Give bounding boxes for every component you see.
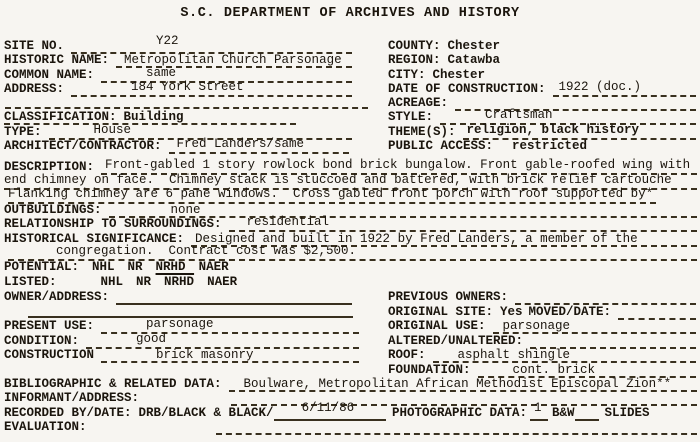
relationship-label: RELATIONSHIP TO SURROUNDINGS:: [4, 217, 222, 231]
address-value: 184 York Street: [131, 80, 244, 94]
listed-option-naer: NAER: [207, 275, 238, 289]
theme-value: religion, black history: [466, 123, 640, 137]
region-value: Catawba: [447, 53, 501, 67]
outbuildings-label: OUTBUILDINGS:: [4, 203, 102, 217]
county-row: [388, 39, 696, 54]
construction-value: brick masonry: [156, 348, 254, 362]
address-row: [4, 82, 352, 97]
construction-label: CONSTRUCTION: [4, 348, 95, 362]
recorded-date-value: 6/11/86: [301, 401, 355, 415]
condition-value: good: [136, 332, 167, 346]
date-of-construction-value: 1922 (doc.): [558, 80, 642, 94]
city-value: Chester: [432, 68, 486, 82]
present-use-value: parsonage: [146, 317, 214, 331]
date-of-construction-label: DATE OF CONSTRUCTION:: [388, 82, 546, 96]
acreage-label: ACREAGE:: [388, 96, 449, 110]
site-no-value: Y22: [156, 34, 179, 48]
potential-option-naer: NAER: [198, 260, 229, 274]
style-label: STYLE:: [388, 110, 434, 124]
historical-significance-value-2: congregation. Contract cost was $2,500.: [56, 244, 357, 258]
potential-label: POTENTIAL:: [4, 260, 80, 274]
relationship-value: residential: [246, 215, 330, 229]
historical-significance-label: HISTORICAL SIGNIFICANCE:: [4, 232, 185, 246]
roof-value: asphalt shingle: [457, 348, 571, 362]
common-name-value: same: [146, 66, 177, 80]
architect-contractor-value: Fred Landers/same: [176, 137, 305, 151]
original-use-label: ORIGINAL USE:: [388, 319, 486, 333]
potential-row: [4, 260, 229, 275]
description-value-1: Front-gabled 1 story rowlock bond brick bungalow. Front gable-roofed wing with: [105, 158, 691, 172]
listed-label: LISTED:: [4, 275, 57, 289]
construction-line: [101, 346, 359, 363]
classification-label: CLASSIFICATION:: [4, 110, 117, 124]
public-access-value: restricted: [512, 139, 588, 153]
address-label: ADDRESS:: [4, 82, 65, 96]
description-value-3: Flanking chimney are 6 pane windows. Cross gabled front porch with roof supported by*: [8, 187, 654, 201]
architect-contractor-row: [4, 139, 349, 154]
bw-label: B&W: [552, 406, 575, 420]
evaluation-label: EVALUATION:: [4, 420, 87, 434]
description-value-2: end chimney on face. Chimney stack is stuccoed and battered, with brick relief cartouche: [4, 173, 672, 187]
potential-option-nhl: NHL: [92, 260, 115, 274]
description-label: DESCRIPTION:: [4, 160, 95, 174]
county-value: Chester: [447, 39, 501, 53]
blank-line: [5, 107, 368, 109]
address-line: [71, 80, 352, 97]
architect-contractor-label: ARCHITECT/CONTRACTOR:: [4, 139, 162, 153]
potential-option-nr: NR: [127, 260, 143, 274]
bw-count-value: 1: [534, 401, 542, 415]
historical-significance-value-1: Designed and built in 1922 by Fred Landers, a member of the: [195, 232, 638, 246]
slides-label: SLIDES: [604, 406, 650, 420]
owner-address-label: OWNER/ADDRESS:: [4, 290, 110, 304]
public-access-row: [388, 139, 696, 154]
original-site-label: ORIGINAL SITE:: [388, 305, 494, 319]
construction-row: [4, 348, 359, 363]
public-access-label: PUBLIC ACCESS:: [388, 139, 494, 153]
owner-address-row: [4, 290, 352, 305]
region-label: REGION:: [388, 53, 441, 67]
owner-address-line: [116, 288, 352, 305]
bibliographic-value: Boulware, Metropolitan African Methodist Episcopal Zion**: [243, 377, 672, 391]
type-label: TYPE:: [4, 125, 42, 139]
style-value: Craftsman: [485, 108, 553, 122]
listed-option-nhl: NHL: [100, 275, 124, 289]
evaluation-row: [4, 420, 697, 435]
historic-name-value: Metropolitan Church Parsonage: [124, 53, 342, 67]
foundation-value: cont. brick: [512, 363, 596, 377]
roof-label: ROOF:: [388, 348, 426, 362]
listed-option-nrhd: NRHD: [164, 275, 195, 289]
moved-date-label: MOVED/DATE:: [528, 305, 612, 319]
potential-option-nrhd: NRHD: [155, 260, 186, 274]
city-label: CITY:: [388, 68, 426, 82]
theme-row: [388, 125, 696, 140]
bibliographic-label: BIBLIOGRAPHIC & RELATED DATA:: [4, 377, 222, 391]
present-use-label: PRESENT USE:: [4, 319, 95, 333]
region-row: [388, 53, 696, 68]
original-site-value: Yes: [500, 305, 523, 319]
original-use-value: parsonage: [502, 319, 571, 333]
outbuildings-value: none: [170, 203, 201, 217]
recorded-by-value: DRB/BLACK & BLACK/: [138, 406, 274, 420]
photographic-data-label: PHOTOGRAPHIC DATA:: [392, 406, 528, 420]
historical-significance-row-2: [8, 246, 697, 261]
condition-label: CONDITION:: [4, 334, 80, 348]
type-value: House: [93, 123, 132, 137]
informant-address-label: INFORMANT/ADDRESS:: [4, 391, 140, 405]
site-no-label: SITE NO.: [4, 39, 65, 53]
recorded-by-date-label: RECORDED BY/DATE:: [4, 406, 132, 420]
classification-value: Building: [123, 110, 184, 124]
previous-owners-label: PREVIOUS OWNERS:: [388, 290, 509, 304]
historical-significance-line-2: [8, 244, 697, 261]
foundation-label: FOUNDATION:: [388, 363, 471, 377]
common-name-label: COMMON NAME:: [4, 68, 95, 82]
evaluation-line: [216, 418, 697, 435]
form-title: S.C. DEPARTMENT OF ARCHIVES AND HISTORY: [180, 6, 520, 21]
county-label: COUNTY:: [388, 39, 441, 53]
theme-label: THEME(S):: [388, 125, 456, 139]
historic-name-label: HISTORIC NAME:: [4, 53, 110, 67]
listed-option-nr: NR: [136, 275, 152, 289]
theme-line: [463, 123, 696, 140]
altered-unaltered-label: ALTERED/UNALTERED:: [388, 334, 524, 348]
architect-contractor-line: [169, 137, 349, 154]
